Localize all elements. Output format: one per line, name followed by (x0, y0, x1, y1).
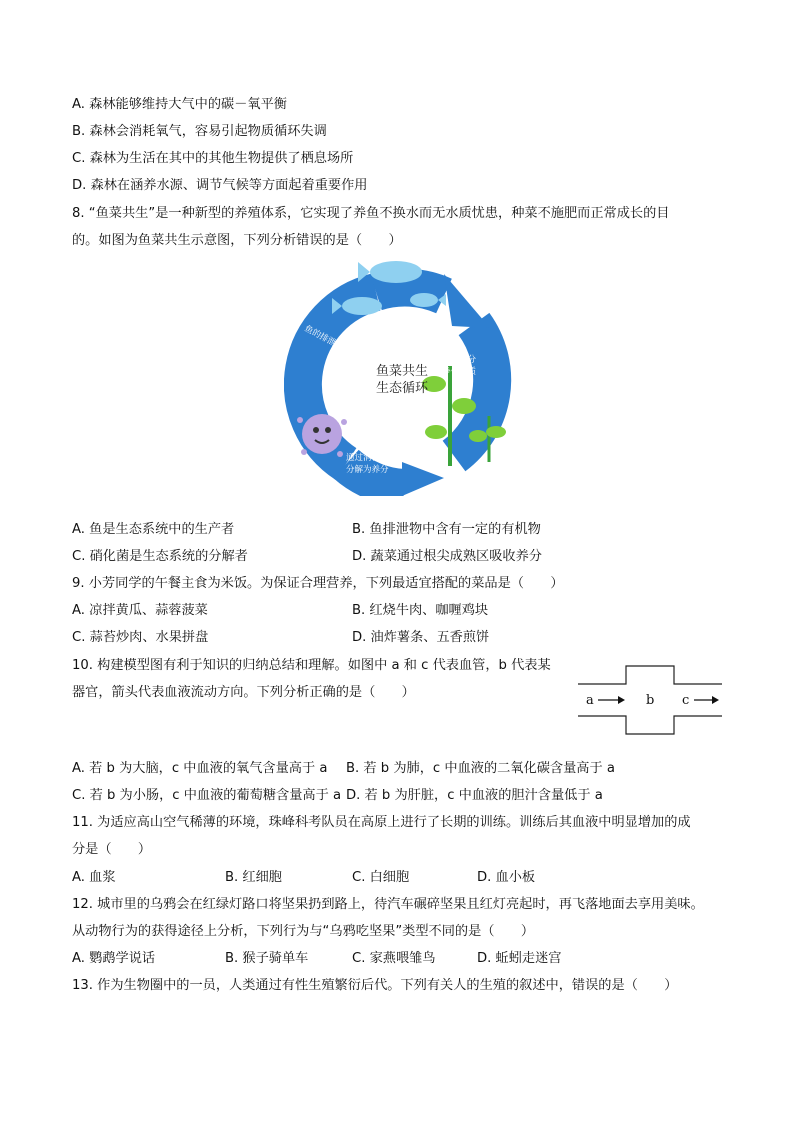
q8-stem-line2: 的。如图为鱼菜共生示意图，下列分析错误的是（ ） (72, 233, 402, 248)
vessel-label-a: a (586, 693, 594, 708)
q10-stem-line1: 10. 构建模型图有利于知识的归纳总结和理解。如图中 a 和 c 代表血管，b 代表某 (72, 658, 551, 673)
q7-option-d: D. 森林在涵养水源、调节气候等方面起着重要作用 (72, 178, 368, 193)
cycle-left-label: 鱼的排泄物 (302, 323, 345, 353)
q12-option-b: B. 猴子骑单车 (225, 951, 309, 966)
q9-option-d: D. 油炸薯条、五香煎饼 (352, 630, 490, 645)
q11-stem-line2: 分是（ ） (72, 842, 152, 857)
q7-option-b: B. 森林会消耗氧气，容易引起物质循环失调 (72, 124, 327, 139)
q11-option-d: D. 血小板 (477, 870, 536, 885)
q9-option-c: C. 蒜苔炒肉、水果拼盘 (72, 630, 209, 645)
fish-vegetable-cycle-diagram (284, 256, 520, 496)
q11-option-b: B. 红细胞 (225, 870, 282, 885)
blood-vessel-diagram (578, 665, 722, 735)
cycle-right-label-line1: 吸收养分 (442, 355, 477, 365)
q8-stem-line1: 8. “鱼菜共生”是一种新型的养殖体系，它实现了养鱼不换水而无水质忧患，种菜不施肥而正常成长的目 (72, 206, 670, 221)
cycle-bottom-label-line1: 通过消化菌 (346, 453, 389, 463)
q10-stem-line2: 器官，箭头代表血液流动方向。下列分析正确的是（ ） (72, 685, 415, 700)
q7-option-a: A. 森林能够维持大气中的碳－氧平衡 (72, 97, 287, 112)
q10-option-a: A. 若 b 为大脑，c 中血液的氧气含量高于 a (72, 761, 328, 776)
q12-stem-line2: 从动物行为的获得途径上分析，下列行为与“乌鸦吃坚果”类型不同的是（ ） (72, 924, 535, 939)
q12-option-d: D. 蚯蚓走迷宫 (477, 951, 562, 966)
q8-option-c: C. 硝化菌是生态系统的分解者 (72, 549, 248, 564)
q10-option-b: B. 若 b 为肺，c 中血液的二氧化碳含量高于 a (346, 761, 615, 776)
q10-option-c: C. 若 b 为小肠，c 中血液的葡萄糖含量高于 a (72, 788, 342, 803)
q11-option-c: C. 白细胞 (352, 870, 410, 885)
cycle-right-label-line2: 净化水质 (442, 367, 477, 377)
cycle-bottom-label-line2: 分解为养分 (346, 465, 389, 475)
q11-stem-line1: 11. 为适应高山空气稀薄的环境，珠峰科考队员在高原上进行了长期的训练。训练后其血液中明显增加的成 (72, 815, 691, 830)
q12-stem-line1: 12. 城市里的乌鸦会在红绿灯路口将坚果扔到路上，待汽车碾碎坚果且红灯亮起时，再飞落地面去享用美味。 (72, 897, 704, 912)
cycle-arc-top (376, 288, 444, 296)
cycle-center-line1: 鱼菜共生 (375, 364, 429, 379)
q8-option-a: A. 鱼是生态系统中的生产者 (72, 522, 235, 537)
vessel-label-c: c (682, 693, 690, 708)
q9-option-a: A. 凉拌黄瓜、蒜蓉菠菜 (72, 603, 208, 618)
arrow-a-head (618, 696, 625, 704)
cycle-arrow-bottom (402, 462, 444, 496)
q8-option-b: B. 鱼排泄物中含有一定的有机物 (352, 522, 541, 537)
q9-option-b: B. 红烧牛肉、咖喱鸡块 (352, 603, 489, 618)
arrow-c-head (712, 696, 719, 704)
q8-option-d: D. 蔬菜通过根尖成熟区吸收养分 (352, 549, 542, 564)
cycle-center-line2: 生态循环 (375, 381, 429, 396)
vessel-label-b: b (646, 693, 655, 708)
q12-option-c: C. 家燕喂雏鸟 (352, 951, 436, 966)
q7-option-c: C. 森林为生活在其中的其他生物提供了栖息场所 (72, 151, 354, 166)
q10-option-d: D. 若 b 为肝脏，c 中血液的胆汁含量低于 a (346, 788, 603, 803)
q11-option-a: A. 血浆 (72, 870, 116, 885)
q9-stem: 9. 小芳同学的午餐主食为米饭。为保证合理营养，下列最适宜搭配的菜品是（ ） (72, 576, 564, 591)
q12-option-a: A. 鹦鹉学说话 (72, 951, 156, 966)
q13-stem: 13. 作为生物圈中的一员，人类通过有性生殖繁衍后代。下列有关人的生殖的叙述中，错误的是（ ） (72, 978, 678, 993)
